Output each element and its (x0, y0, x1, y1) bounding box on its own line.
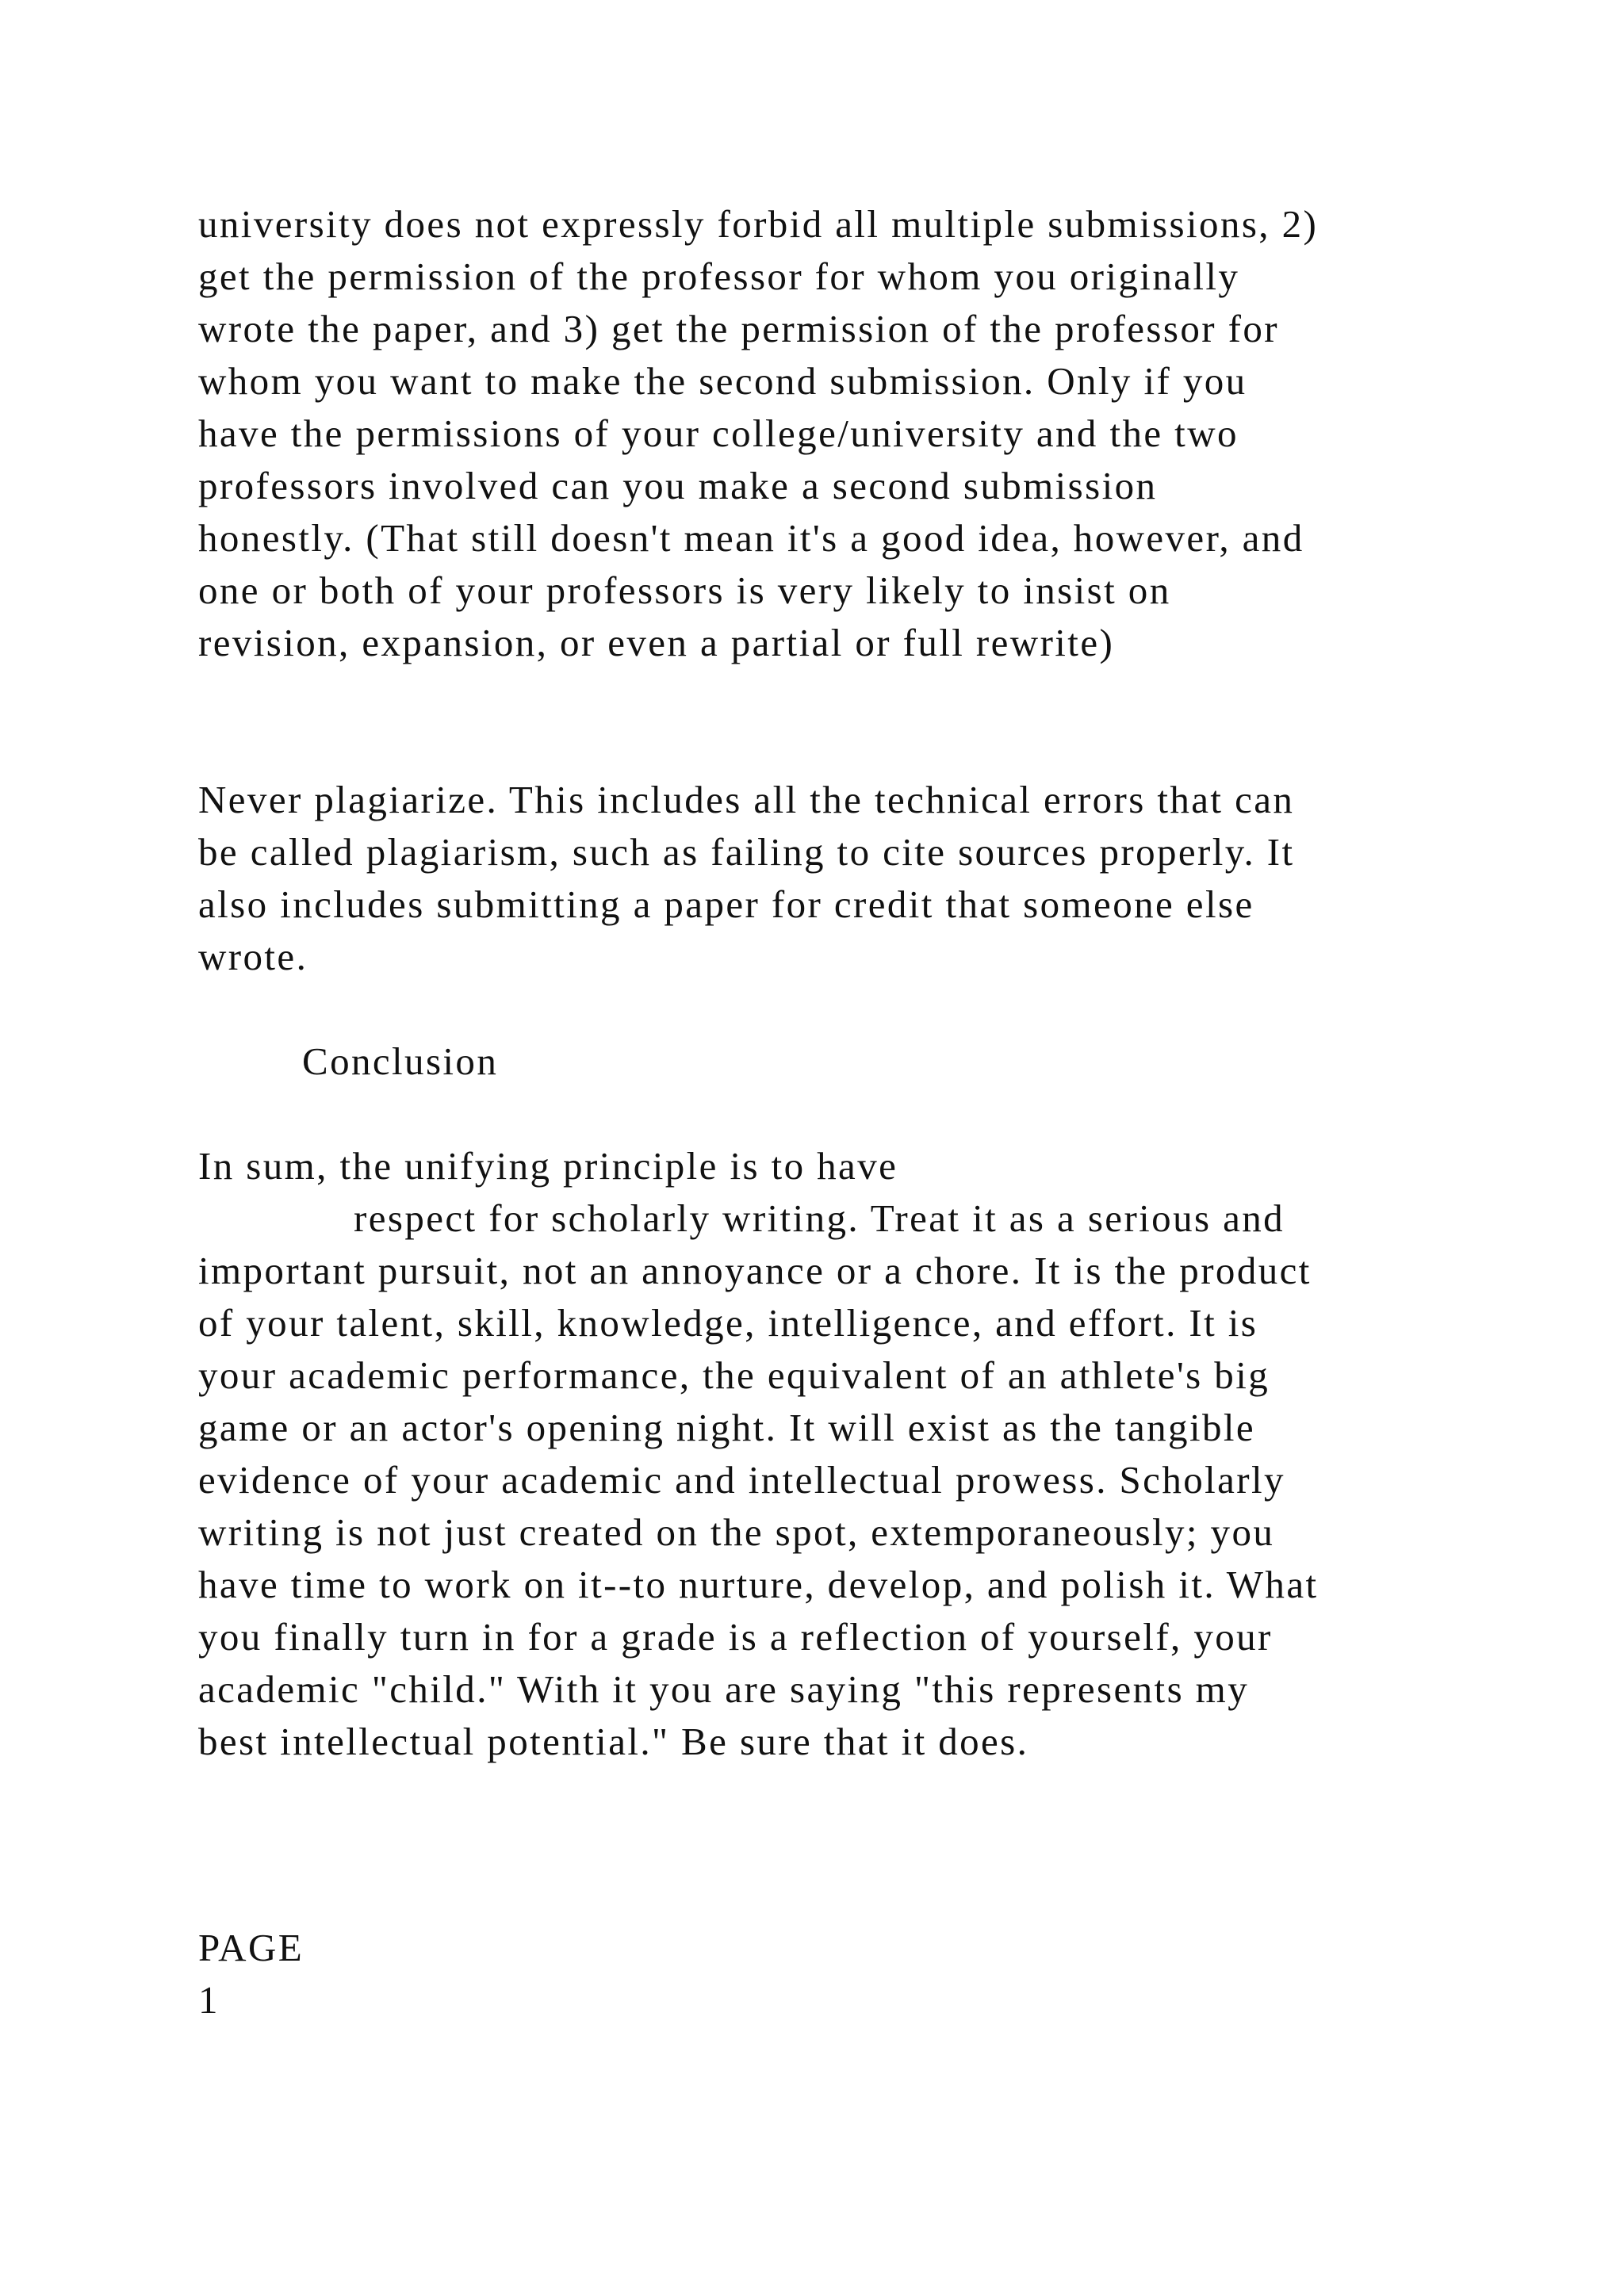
text-line: important pursuit, not an annoyance or a chore. It is the product (198, 1249, 1312, 1292)
text-line: one or both of your professors is very likely to insist on (198, 568, 1171, 612)
text-line: your academic performance, the equivalent of an athlete's big (198, 1353, 1270, 1397)
text-line: also includes submitting a paper for credit that someone else (198, 882, 1254, 926)
text-line: honestly. (That still doesn't mean it's a good idea, however, and (198, 516, 1304, 560)
text-line: you finally turn in for a grade is a reflection of yourself, your (198, 1615, 1273, 1659)
text-line: writing is not just created on the spot, extemporaneously; you (198, 1510, 1275, 1554)
page-label: PAGE (198, 1926, 304, 1969)
text-line: of your talent, skill, knowledge, intelligence, and effort. It is (198, 1301, 1258, 1345)
text-line: revision, expansion, or even a partial or full rewrite) (198, 621, 1115, 664)
page-number: 1 (198, 1978, 220, 2022)
text-line: whom you want to make the second submission. Only if you (198, 359, 1247, 403)
text-line: academic "child." With it you are saying "this represents my (198, 1667, 1250, 1711)
text-line: have the permissions of your college/university and the two (198, 411, 1239, 455)
text-line: game or an actor's opening night. It will exist as the tangible (198, 1406, 1256, 1449)
text-line: be called plagiarism, such as failing to cite sources properly. It (198, 830, 1295, 874)
text-line: wrote. (198, 935, 308, 978)
text-line: evidence of your academic and intellectual prowess. Scholarly (198, 1458, 1285, 1502)
text-line: professors involved can you make a second submission (198, 464, 1158, 507)
text-line: get the permission of the professor for whom you originally (198, 254, 1240, 298)
text-line: respect for scholarly writing. Treat it as a serious and (354, 1196, 1285, 1240)
text-line: best intellectual potential." Be sure that it does. (198, 1720, 1029, 1763)
section-heading: Conclusion (302, 1039, 499, 1083)
text-line: wrote the paper, and 3) get the permission of the professor for (198, 307, 1279, 350)
text-line: Never plagiarize. This includes all the technical errors that can (198, 778, 1295, 821)
text-line: have time to work on it--to nurture, develop, and polish it. What (198, 1563, 1319, 1606)
text-line: In sum, the unifying principle is to have (198, 1144, 898, 1188)
text-line: university does not expressly forbid all multiple submissions, 2) (198, 202, 1319, 246)
